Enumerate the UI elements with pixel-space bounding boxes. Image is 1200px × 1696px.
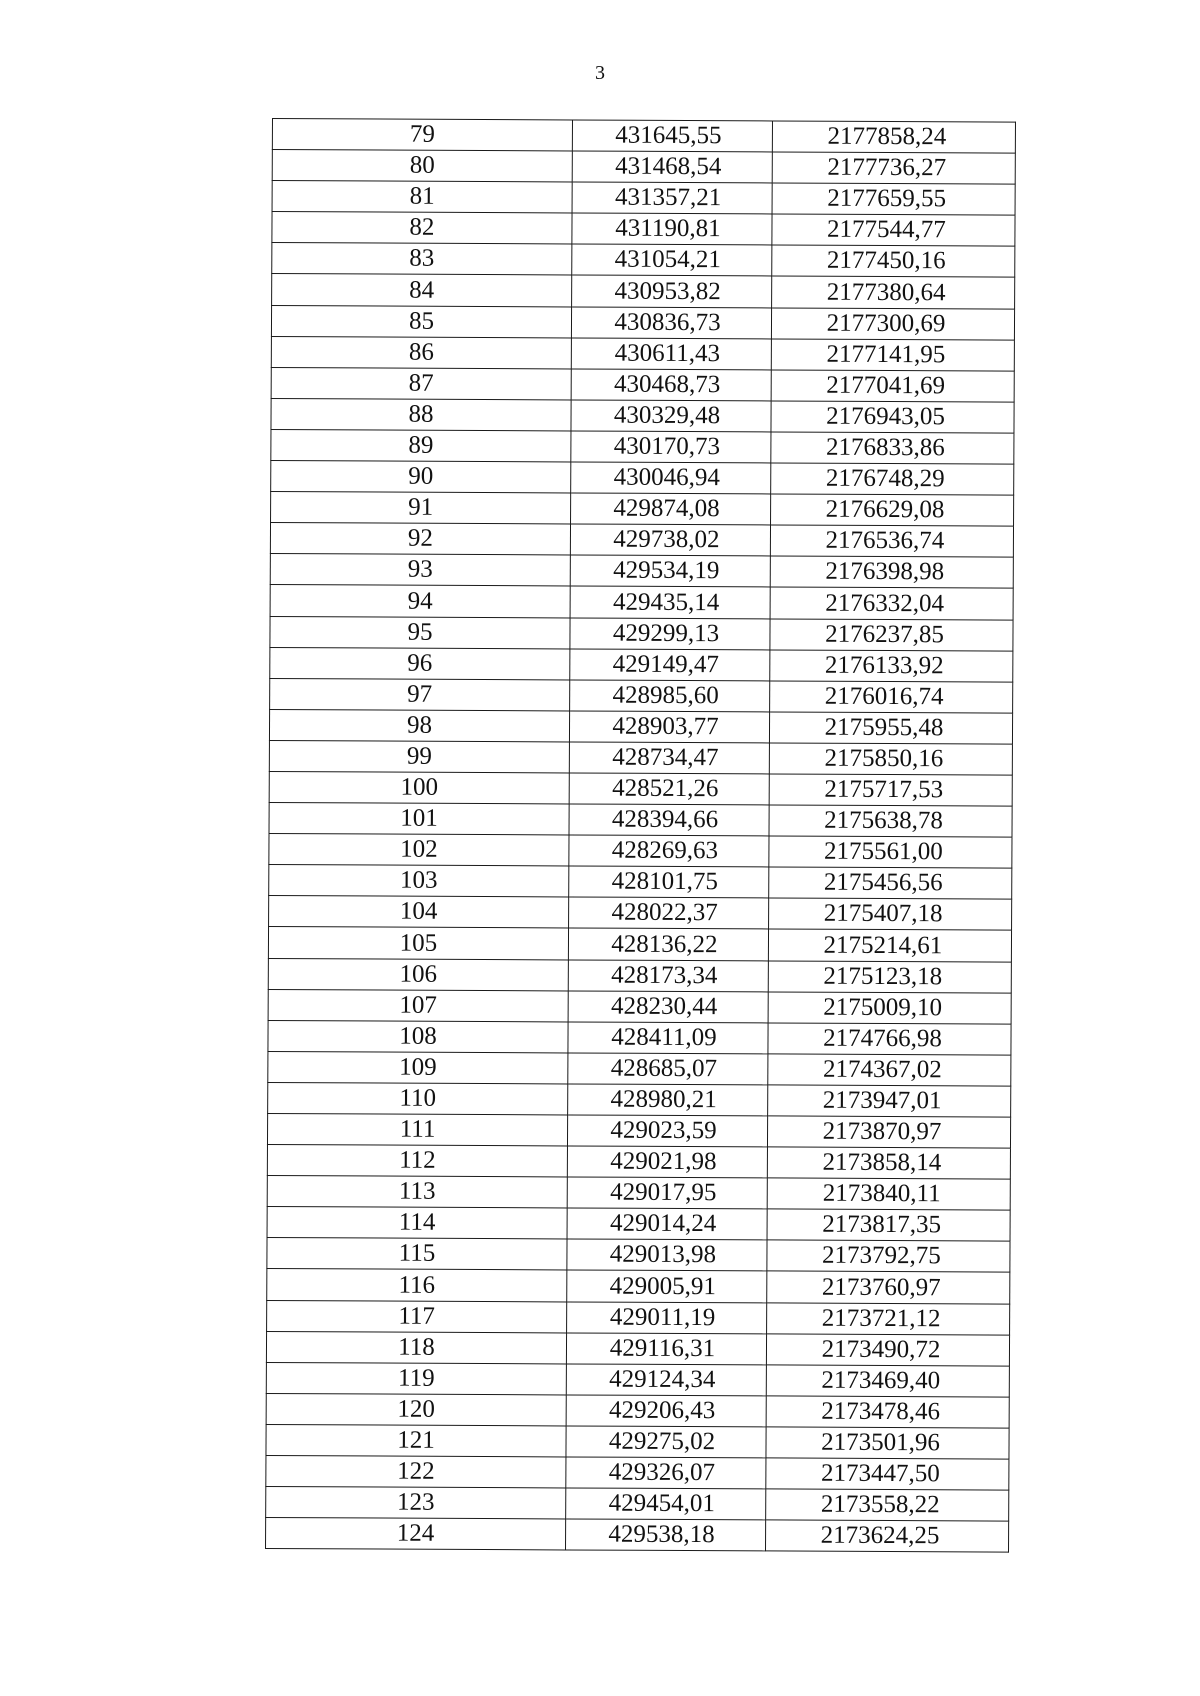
y-coordinate-cell: 2175638,78 — [769, 805, 1012, 837]
x-coordinate-cell: 429326,07 — [566, 1457, 766, 1489]
y-coordinate-cell: 2177544,77 — [772, 214, 1015, 246]
x-coordinate-cell: 429874,08 — [571, 493, 771, 525]
x-coordinate-cell: 429017,95 — [567, 1177, 767, 1209]
x-coordinate-cell: 429435,14 — [570, 586, 770, 618]
y-coordinate-cell: 2177736,27 — [772, 152, 1015, 184]
coordinates-table — [265, 118, 1016, 1553]
y-coordinate-cell: 2174367,02 — [768, 1054, 1011, 1086]
point-number-cell: 111 — [267, 1113, 567, 1146]
y-coordinate-cell: 2175407,18 — [769, 898, 1012, 930]
y-coordinate-cell: 2175456,56 — [769, 867, 1012, 899]
point-number-cell: 90 — [271, 461, 571, 494]
point-number-cell: 83 — [272, 243, 572, 276]
x-coordinate-cell: 429534,19 — [570, 555, 770, 587]
table-row — [271, 492, 1014, 527]
y-coordinate-cell: 2174766,98 — [768, 1023, 1011, 1055]
y-coordinate-cell: 2173947,01 — [768, 1085, 1011, 1117]
x-coordinate-cell: 429124,34 — [566, 1364, 766, 1396]
table-row — [268, 958, 1011, 993]
y-coordinate-cell: 2173721,12 — [767, 1302, 1010, 1334]
point-number-cell: 84 — [272, 274, 572, 307]
y-coordinate-cell: 2173447,50 — [766, 1458, 1009, 1490]
x-coordinate-cell: 429011,19 — [567, 1302, 767, 1334]
table-row — [267, 1145, 1010, 1180]
point-number-cell: 122 — [266, 1456, 566, 1489]
point-number-cell: 101 — [269, 803, 569, 836]
x-coordinate-cell: 428394,66 — [569, 804, 769, 836]
y-coordinate-cell: 2176536,74 — [770, 525, 1013, 557]
y-coordinate-cell: 2175214,61 — [768, 929, 1011, 961]
point-number-cell: 123 — [266, 1487, 566, 1520]
table-row — [267, 1176, 1010, 1211]
point-number-cell: 87 — [271, 367, 571, 400]
point-number-cell: 124 — [266, 1518, 566, 1551]
x-coordinate-cell: 431190,81 — [572, 213, 772, 245]
y-coordinate-cell: 2173792,75 — [767, 1240, 1010, 1272]
y-coordinate-cell: 2175123,18 — [768, 960, 1011, 992]
x-coordinate-cell: 428022,37 — [569, 897, 769, 929]
point-number-cell: 115 — [267, 1238, 567, 1271]
x-coordinate-cell: 430836,73 — [571, 307, 771, 339]
point-number-cell: 118 — [266, 1331, 566, 1364]
table-row — [269, 834, 1012, 869]
table-row — [266, 1424, 1009, 1459]
y-coordinate-cell: 2173478,46 — [766, 1396, 1009, 1428]
point-number-cell: 85 — [271, 305, 571, 338]
point-number-cell: 98 — [269, 709, 569, 742]
point-number-cell: 91 — [271, 492, 571, 525]
x-coordinate-cell: 428903,77 — [569, 711, 769, 743]
table-row — [270, 523, 1013, 558]
y-coordinate-cell: 2173490,72 — [766, 1334, 1009, 1366]
table-row — [266, 1487, 1009, 1522]
x-coordinate-cell: 431645,55 — [572, 120, 772, 152]
table-row — [268, 927, 1011, 962]
y-coordinate-cell: 2177450,16 — [772, 245, 1015, 277]
x-coordinate-cell: 428101,75 — [569, 866, 769, 898]
point-number-cell: 96 — [270, 647, 570, 680]
point-number-cell: 99 — [269, 740, 569, 773]
point-number-cell: 119 — [266, 1362, 566, 1395]
table-row — [268, 1020, 1011, 1055]
point-number-cell: 121 — [266, 1424, 566, 1457]
table-row — [270, 678, 1013, 713]
x-coordinate-cell: 429738,02 — [570, 524, 770, 556]
point-number-cell: 106 — [268, 958, 568, 991]
x-coordinate-cell: 429538,18 — [566, 1519, 766, 1551]
point-number-cell: 112 — [267, 1145, 567, 1178]
point-number-cell: 114 — [267, 1207, 567, 1240]
x-coordinate-cell: 428173,34 — [568, 959, 768, 991]
x-coordinate-cell: 430046,94 — [571, 462, 771, 494]
coordinates-table-body — [266, 119, 1016, 1553]
y-coordinate-cell: 2176016,74 — [770, 681, 1013, 713]
x-coordinate-cell: 429023,59 — [567, 1115, 767, 1147]
table-row — [272, 243, 1015, 278]
x-coordinate-cell: 428685,07 — [568, 1053, 768, 1085]
y-coordinate-cell: 2173501,96 — [766, 1427, 1009, 1459]
x-coordinate-cell: 430170,73 — [571, 431, 771, 463]
y-coordinate-cell: 2173858,14 — [767, 1147, 1010, 1179]
x-coordinate-cell: 429005,91 — [567, 1270, 767, 1302]
table-row — [272, 181, 1015, 216]
y-coordinate-cell: 2176398,98 — [770, 556, 1013, 588]
table-row — [268, 1051, 1011, 1086]
y-coordinate-cell: 2175955,48 — [769, 712, 1012, 744]
table-row — [270, 616, 1013, 651]
table-row — [271, 398, 1014, 433]
y-coordinate-cell: 2173870,97 — [767, 1116, 1010, 1148]
point-number-cell: 80 — [272, 150, 572, 183]
point-number-cell: 79 — [272, 119, 572, 152]
table-row — [269, 771, 1012, 806]
table-row — [271, 305, 1014, 340]
x-coordinate-cell: 431054,21 — [572, 244, 772, 276]
table-row — [266, 1362, 1009, 1397]
point-number-cell: 110 — [268, 1082, 568, 1115]
table-row — [271, 336, 1014, 371]
y-coordinate-cell: 2177141,95 — [771, 339, 1014, 371]
table-row — [270, 554, 1013, 589]
x-coordinate-cell: 430468,73 — [571, 369, 771, 401]
x-coordinate-cell: 429116,31 — [566, 1333, 766, 1365]
y-coordinate-cell: 2176748,29 — [771, 463, 1014, 495]
point-number-cell: 120 — [266, 1393, 566, 1426]
y-coordinate-cell: 2176833,86 — [771, 432, 1014, 464]
table-row — [266, 1393, 1009, 1428]
point-number-cell: 92 — [270, 523, 570, 556]
table-row — [267, 1238, 1010, 1273]
x-coordinate-cell: 431357,21 — [572, 182, 772, 214]
table-row — [272, 119, 1015, 154]
y-coordinate-cell: 2173760,97 — [767, 1271, 1010, 1303]
table-row — [269, 865, 1012, 900]
point-number-cell: 107 — [268, 989, 568, 1022]
table-row — [271, 429, 1014, 464]
point-number-cell: 94 — [270, 585, 570, 618]
x-coordinate-cell: 430611,43 — [571, 338, 771, 370]
x-coordinate-cell: 428230,44 — [568, 991, 768, 1023]
point-number-cell: 117 — [267, 1300, 567, 1333]
x-coordinate-cell: 428734,47 — [569, 742, 769, 774]
point-number-cell: 104 — [269, 896, 569, 929]
y-coordinate-cell: 2176943,05 — [771, 401, 1014, 433]
table-row — [269, 803, 1012, 838]
x-coordinate-cell: 428521,26 — [569, 773, 769, 805]
point-number-cell: 102 — [269, 834, 569, 867]
table-row — [271, 367, 1014, 402]
table-row — [269, 896, 1012, 931]
y-coordinate-cell: 2175717,53 — [769, 774, 1012, 806]
y-coordinate-cell: 2177041,69 — [771, 370, 1014, 402]
y-coordinate-cell: 2177858,24 — [772, 121, 1015, 153]
point-number-cell: 82 — [272, 212, 572, 245]
point-number-cell: 81 — [272, 181, 572, 214]
y-coordinate-cell: 2177659,55 — [772, 183, 1015, 215]
y-coordinate-cell: 2173469,40 — [766, 1365, 1009, 1397]
point-number-cell: 103 — [269, 865, 569, 898]
y-coordinate-cell: 2175850,16 — [769, 743, 1012, 775]
x-coordinate-cell: 428136,22 — [568, 928, 768, 960]
x-coordinate-cell: 430329,48 — [571, 400, 771, 432]
table-row — [270, 585, 1013, 620]
table-row — [266, 1331, 1009, 1366]
point-number-cell: 113 — [267, 1176, 567, 1209]
table-row — [268, 989, 1011, 1024]
point-number-cell: 97 — [270, 678, 570, 711]
table-row — [266, 1518, 1009, 1553]
y-coordinate-cell: 2173840,11 — [767, 1178, 1010, 1210]
x-coordinate-cell: 431468,54 — [572, 151, 772, 183]
table-row — [267, 1300, 1010, 1335]
point-number-cell: 105 — [268, 927, 568, 960]
table-row — [267, 1113, 1010, 1148]
table-row — [267, 1207, 1010, 1242]
x-coordinate-cell: 429299,13 — [570, 617, 770, 649]
x-coordinate-cell: 429014,24 — [567, 1208, 767, 1240]
x-coordinate-cell: 430953,82 — [572, 275, 772, 307]
x-coordinate-cell: 428985,60 — [570, 680, 770, 712]
y-coordinate-cell: 2173624,25 — [766, 1520, 1009, 1552]
y-coordinate-cell: 2177300,69 — [771, 308, 1014, 340]
point-number-cell: 86 — [271, 336, 571, 369]
x-coordinate-cell: 429454,01 — [566, 1488, 766, 1520]
point-number-cell: 116 — [267, 1269, 567, 1302]
x-coordinate-cell: 429149,47 — [570, 649, 770, 681]
table-row — [271, 461, 1014, 496]
x-coordinate-cell: 429013,98 — [567, 1239, 767, 1271]
x-coordinate-cell: 429275,02 — [566, 1426, 766, 1458]
x-coordinate-cell: 429021,98 — [567, 1146, 767, 1178]
point-number-cell: 100 — [269, 771, 569, 804]
x-coordinate-cell: 428980,21 — [568, 1084, 768, 1116]
y-coordinate-cell: 2176237,85 — [770, 618, 1013, 650]
y-coordinate-cell: 2173817,35 — [767, 1209, 1010, 1241]
point-number-cell: 88 — [271, 398, 571, 431]
y-coordinate-cell: 2177380,64 — [772, 276, 1015, 308]
table-row — [268, 1082, 1011, 1117]
table-row — [267, 1269, 1010, 1304]
point-number-cell: 93 — [270, 554, 570, 587]
y-coordinate-cell: 2176629,08 — [771, 494, 1014, 526]
page-number: 3 — [595, 62, 605, 84]
table-row — [269, 740, 1012, 775]
point-number-cell: 89 — [271, 429, 571, 462]
y-coordinate-cell: 2175561,00 — [769, 836, 1012, 868]
y-coordinate-cell: 2173558,22 — [766, 1489, 1009, 1521]
table-row — [266, 1456, 1009, 1491]
x-coordinate-cell: 428411,09 — [568, 1022, 768, 1054]
table-row — [269, 709, 1012, 744]
x-coordinate-cell: 429206,43 — [566, 1395, 766, 1427]
y-coordinate-cell: 2175009,10 — [768, 992, 1011, 1024]
x-coordinate-cell: 428269,63 — [569, 835, 769, 867]
point-number-cell: 109 — [268, 1051, 568, 1084]
table-row — [272, 274, 1015, 309]
y-coordinate-cell: 2176133,92 — [770, 650, 1013, 682]
y-coordinate-cell: 2176332,04 — [770, 587, 1013, 619]
table-row — [272, 212, 1015, 247]
point-number-cell: 108 — [268, 1020, 568, 1053]
table-row — [272, 150, 1015, 185]
table-row — [270, 647, 1013, 682]
point-number-cell: 95 — [270, 616, 570, 649]
